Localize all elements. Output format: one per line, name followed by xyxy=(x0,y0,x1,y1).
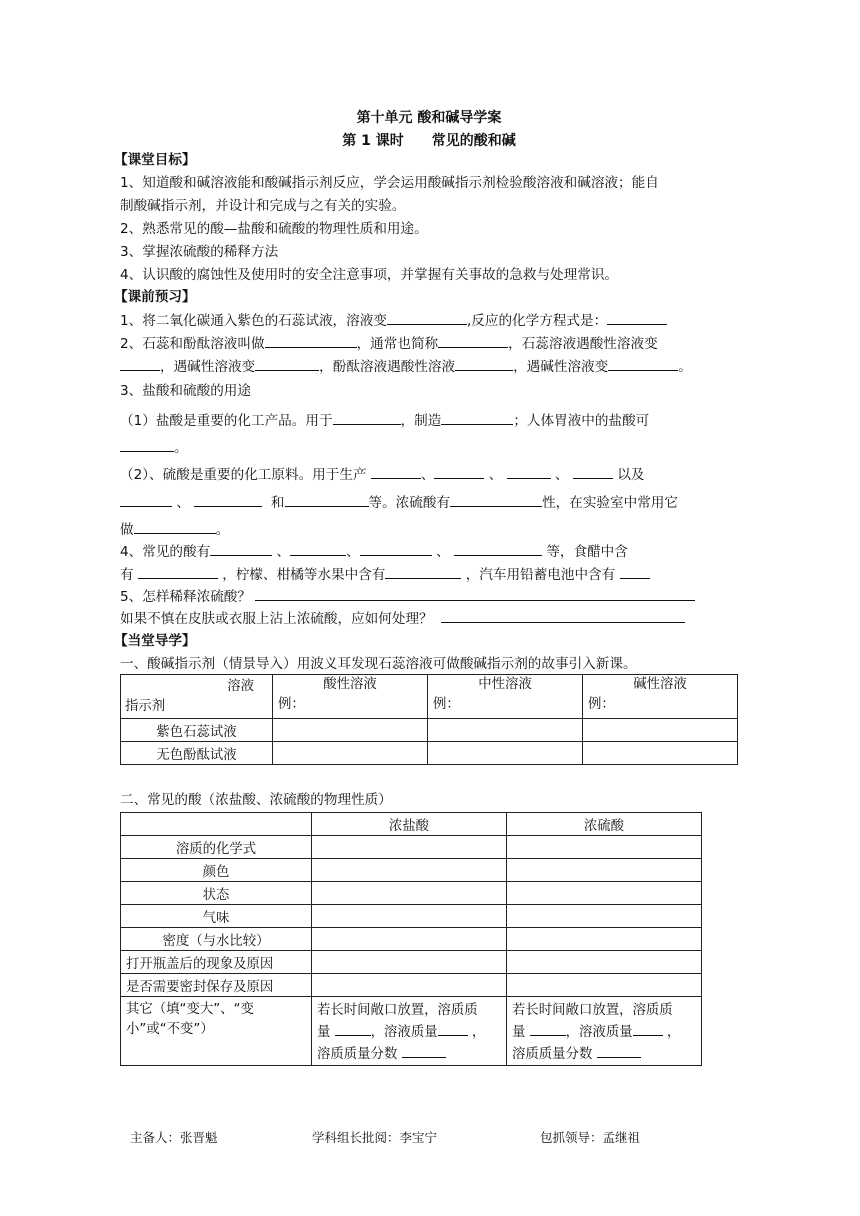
answer-blank[interactable] xyxy=(255,356,319,371)
answer-blank[interactable] xyxy=(607,310,667,325)
table-row xyxy=(121,882,702,905)
answer-cell: 若长时间敞口放置，溶质质 量 ，溶液质量 ， 溶质质量分数 xyxy=(312,997,507,1066)
answer-cell[interactable] xyxy=(312,951,507,974)
row-label: 无色酚酞试液 xyxy=(121,742,273,765)
answer-cell[interactable] xyxy=(507,951,702,974)
preview-q5: 5、怎样稀释浓硫酸？ xyxy=(120,586,695,607)
row-label: 密度（与水比较） xyxy=(121,928,312,951)
table-row xyxy=(121,997,702,1066)
row-label: 状态 xyxy=(121,882,312,905)
answer-cell[interactable] xyxy=(583,742,738,765)
answer-blank[interactable] xyxy=(138,564,218,579)
answer-cell[interactable] xyxy=(312,859,507,882)
table-corner-cell: 溶液 指示剂 xyxy=(121,675,273,719)
answer-blank[interactable] xyxy=(441,410,513,425)
goal-line: 制酸碱指示剂，并设计和完成与之有关的实验。 xyxy=(120,198,406,214)
row-label: 气味 xyxy=(121,905,312,928)
row-label: 其它（填“变大”、“变小”或“不变”） xyxy=(121,997,312,1066)
row-label: 是否需要密封保存及原因 xyxy=(121,974,312,997)
answer-blank[interactable] xyxy=(573,464,613,479)
section-preview: 【课前预习】 xyxy=(114,289,196,305)
answer-blank[interactable] xyxy=(333,410,401,425)
answer-cell[interactable] xyxy=(428,742,583,765)
answer-blank[interactable] xyxy=(450,492,542,507)
column-header: 碱性溶液 例： xyxy=(583,675,738,719)
answer-cell[interactable] xyxy=(507,974,702,997)
preview-q2: 2、石蕊和酚酞溶液叫做 ，通常也简称 ，石蕊溶液遇酸性溶液变 xyxy=(120,333,658,354)
answer-blank[interactable] xyxy=(633,1021,663,1036)
worksheet-page xyxy=(114,0,738,1216)
preview-q3: 3、盐酸和硫酸的用途 xyxy=(120,383,251,399)
answer-cell[interactable] xyxy=(507,928,702,951)
answer-blank[interactable] xyxy=(438,333,508,348)
answer-blank[interactable] xyxy=(360,541,432,556)
answer-cell[interactable] xyxy=(507,836,702,859)
answer-cell[interactable] xyxy=(312,974,507,997)
answer-blank[interactable] xyxy=(402,1043,446,1058)
answer-blank[interactable] xyxy=(608,356,678,371)
answer-blank[interactable] xyxy=(120,437,174,452)
footer-leader: 包抓领导：孟继祖 xyxy=(540,1130,641,1145)
preview-q4-cont: 有 ，柠檬、柑橘等水果中含有 ，汽车用铅蓄电池中含有 xyxy=(120,564,650,585)
answer-blank[interactable] xyxy=(597,1043,641,1058)
preview-q3a: （1）盐酸是重要的化工产品。用于 ，制造 ；人体胃液中的盐酸可 xyxy=(120,410,649,431)
preview-q3a-cont: 。 xyxy=(120,437,188,458)
goal-line: 3、掌握浓硫酸的稀释方法 xyxy=(120,244,279,260)
answer-cell: 若长时间敞口放置，溶质质 量 ，溶液质量 ， 溶质质量分数 xyxy=(507,997,702,1066)
answer-blank[interactable] xyxy=(290,541,346,556)
answer-blank[interactable] xyxy=(120,356,160,371)
answer-cell[interactable] xyxy=(507,905,702,928)
answer-cell[interactable] xyxy=(273,742,428,765)
table-row xyxy=(121,742,738,765)
answer-blank[interactable] xyxy=(120,492,172,507)
row-label: 溶质的化学式 xyxy=(121,836,312,859)
column-header: 浓盐酸 xyxy=(312,813,507,836)
table-row xyxy=(121,719,738,742)
page-subtitle: 第 1 课时 常见的酸和碱 xyxy=(342,133,516,149)
preview-q2-cont: ，遇碱性溶液变 ，酚酞溶液遇酸性溶液 ，遇碱性溶液变 。 xyxy=(120,356,692,377)
answer-blank[interactable] xyxy=(194,492,262,507)
answer-cell[interactable] xyxy=(507,859,702,882)
answer-cell[interactable] xyxy=(507,882,702,905)
part1-heading: 一、酸碱指示剂（情景导入）用波义耳发现石蕊溶液可做酸碱指示剂的故事引入新课。 xyxy=(120,656,637,672)
table-row xyxy=(121,905,702,928)
answer-blank[interactable] xyxy=(134,519,216,534)
part2-heading: 二、常见的酸（浓盐酸、浓硫酸的物理性质） xyxy=(120,792,392,808)
answer-blank[interactable] xyxy=(507,464,551,479)
acid-properties-table xyxy=(120,812,702,1066)
row-label: 打开瓶盖后的现象及原因 xyxy=(121,951,312,974)
table-row xyxy=(121,859,702,882)
section-goals: 【课堂目标】 xyxy=(114,152,196,168)
answer-blank[interactable] xyxy=(530,1021,566,1036)
goal-line: 4、认识酸的腐蚀性及使用时的安全注意事项，并掌握有关事故的急救与处理常识。 xyxy=(120,267,619,283)
preview-q1: 1、将二氧化碳通入紫色的石蕊试液，溶液变 ,反应的化学方程式是： xyxy=(120,310,667,331)
indicator-table xyxy=(120,674,738,765)
section-guide: 【当堂导学】 xyxy=(114,633,196,649)
table-row xyxy=(121,836,702,859)
answer-blank[interactable] xyxy=(335,1021,371,1036)
row-label: 紫色石蕊试液 xyxy=(121,719,273,742)
answer-cell[interactable] xyxy=(428,719,583,742)
column-header: 酸性溶液 例： xyxy=(273,675,428,719)
answer-blank[interactable] xyxy=(454,541,542,556)
answer-blank[interactable] xyxy=(255,586,695,601)
page-title: 第十单元 酸和碱导学案 xyxy=(356,110,502,126)
column-header: 浓硫酸 xyxy=(507,813,702,836)
table-row xyxy=(121,928,702,951)
goal-line: 1、知道酸和碱溶液能和酸碱指示剂反应，学会运用酸碱指示剂检验酸溶液和碱溶液；能自 xyxy=(120,175,659,191)
preview-q3b: （2）、硫酸是重要的化工原料。用于生产 、 、 、 以及 xyxy=(120,464,644,485)
answer-cell[interactable] xyxy=(312,905,507,928)
answer-cell[interactable] xyxy=(312,882,507,905)
answer-blank[interactable] xyxy=(438,1021,468,1036)
footer-reviewer: 学科组长批阅：李宝宁 xyxy=(312,1130,438,1145)
answer-blank[interactable] xyxy=(371,464,421,479)
answer-blank[interactable] xyxy=(620,564,650,579)
answer-blank[interactable] xyxy=(385,564,461,579)
answer-blank[interactable] xyxy=(441,608,685,623)
answer-cell[interactable] xyxy=(312,836,507,859)
answer-blank[interactable] xyxy=(455,356,513,371)
goal-line: 2、熟悉常见的酸—盐酸和硫酸的物理性质和用途。 xyxy=(120,221,428,237)
preview-q3c: 、 和 等。浓硫酸有 性，在实验室中常用它 xyxy=(120,492,678,513)
answer-cell[interactable] xyxy=(583,719,738,742)
preview-q6: 如果不慎在皮肤或衣服上沾上浓硫酸，应如何处理？ xyxy=(120,608,685,629)
row-label: 颜色 xyxy=(121,859,312,882)
preview-q4: 4、常见的酸有 、 、 、 等，食醋中含 xyxy=(120,541,628,562)
answer-blank[interactable] xyxy=(434,464,484,479)
answer-cell[interactable] xyxy=(312,928,507,951)
footer-preparer: 主备人：张晋魁 xyxy=(130,1130,218,1145)
answer-blank[interactable] xyxy=(387,310,467,325)
table-corner-cell xyxy=(121,813,312,836)
table-row xyxy=(121,974,702,997)
preview-q3d: 做 。 xyxy=(120,519,229,540)
answer-blank[interactable] xyxy=(285,492,369,507)
answer-blank[interactable] xyxy=(210,541,272,556)
column-header: 中性溶液 例： xyxy=(428,675,583,719)
answer-cell[interactable] xyxy=(273,719,428,742)
table-row xyxy=(121,951,702,974)
answer-blank[interactable] xyxy=(265,333,357,348)
